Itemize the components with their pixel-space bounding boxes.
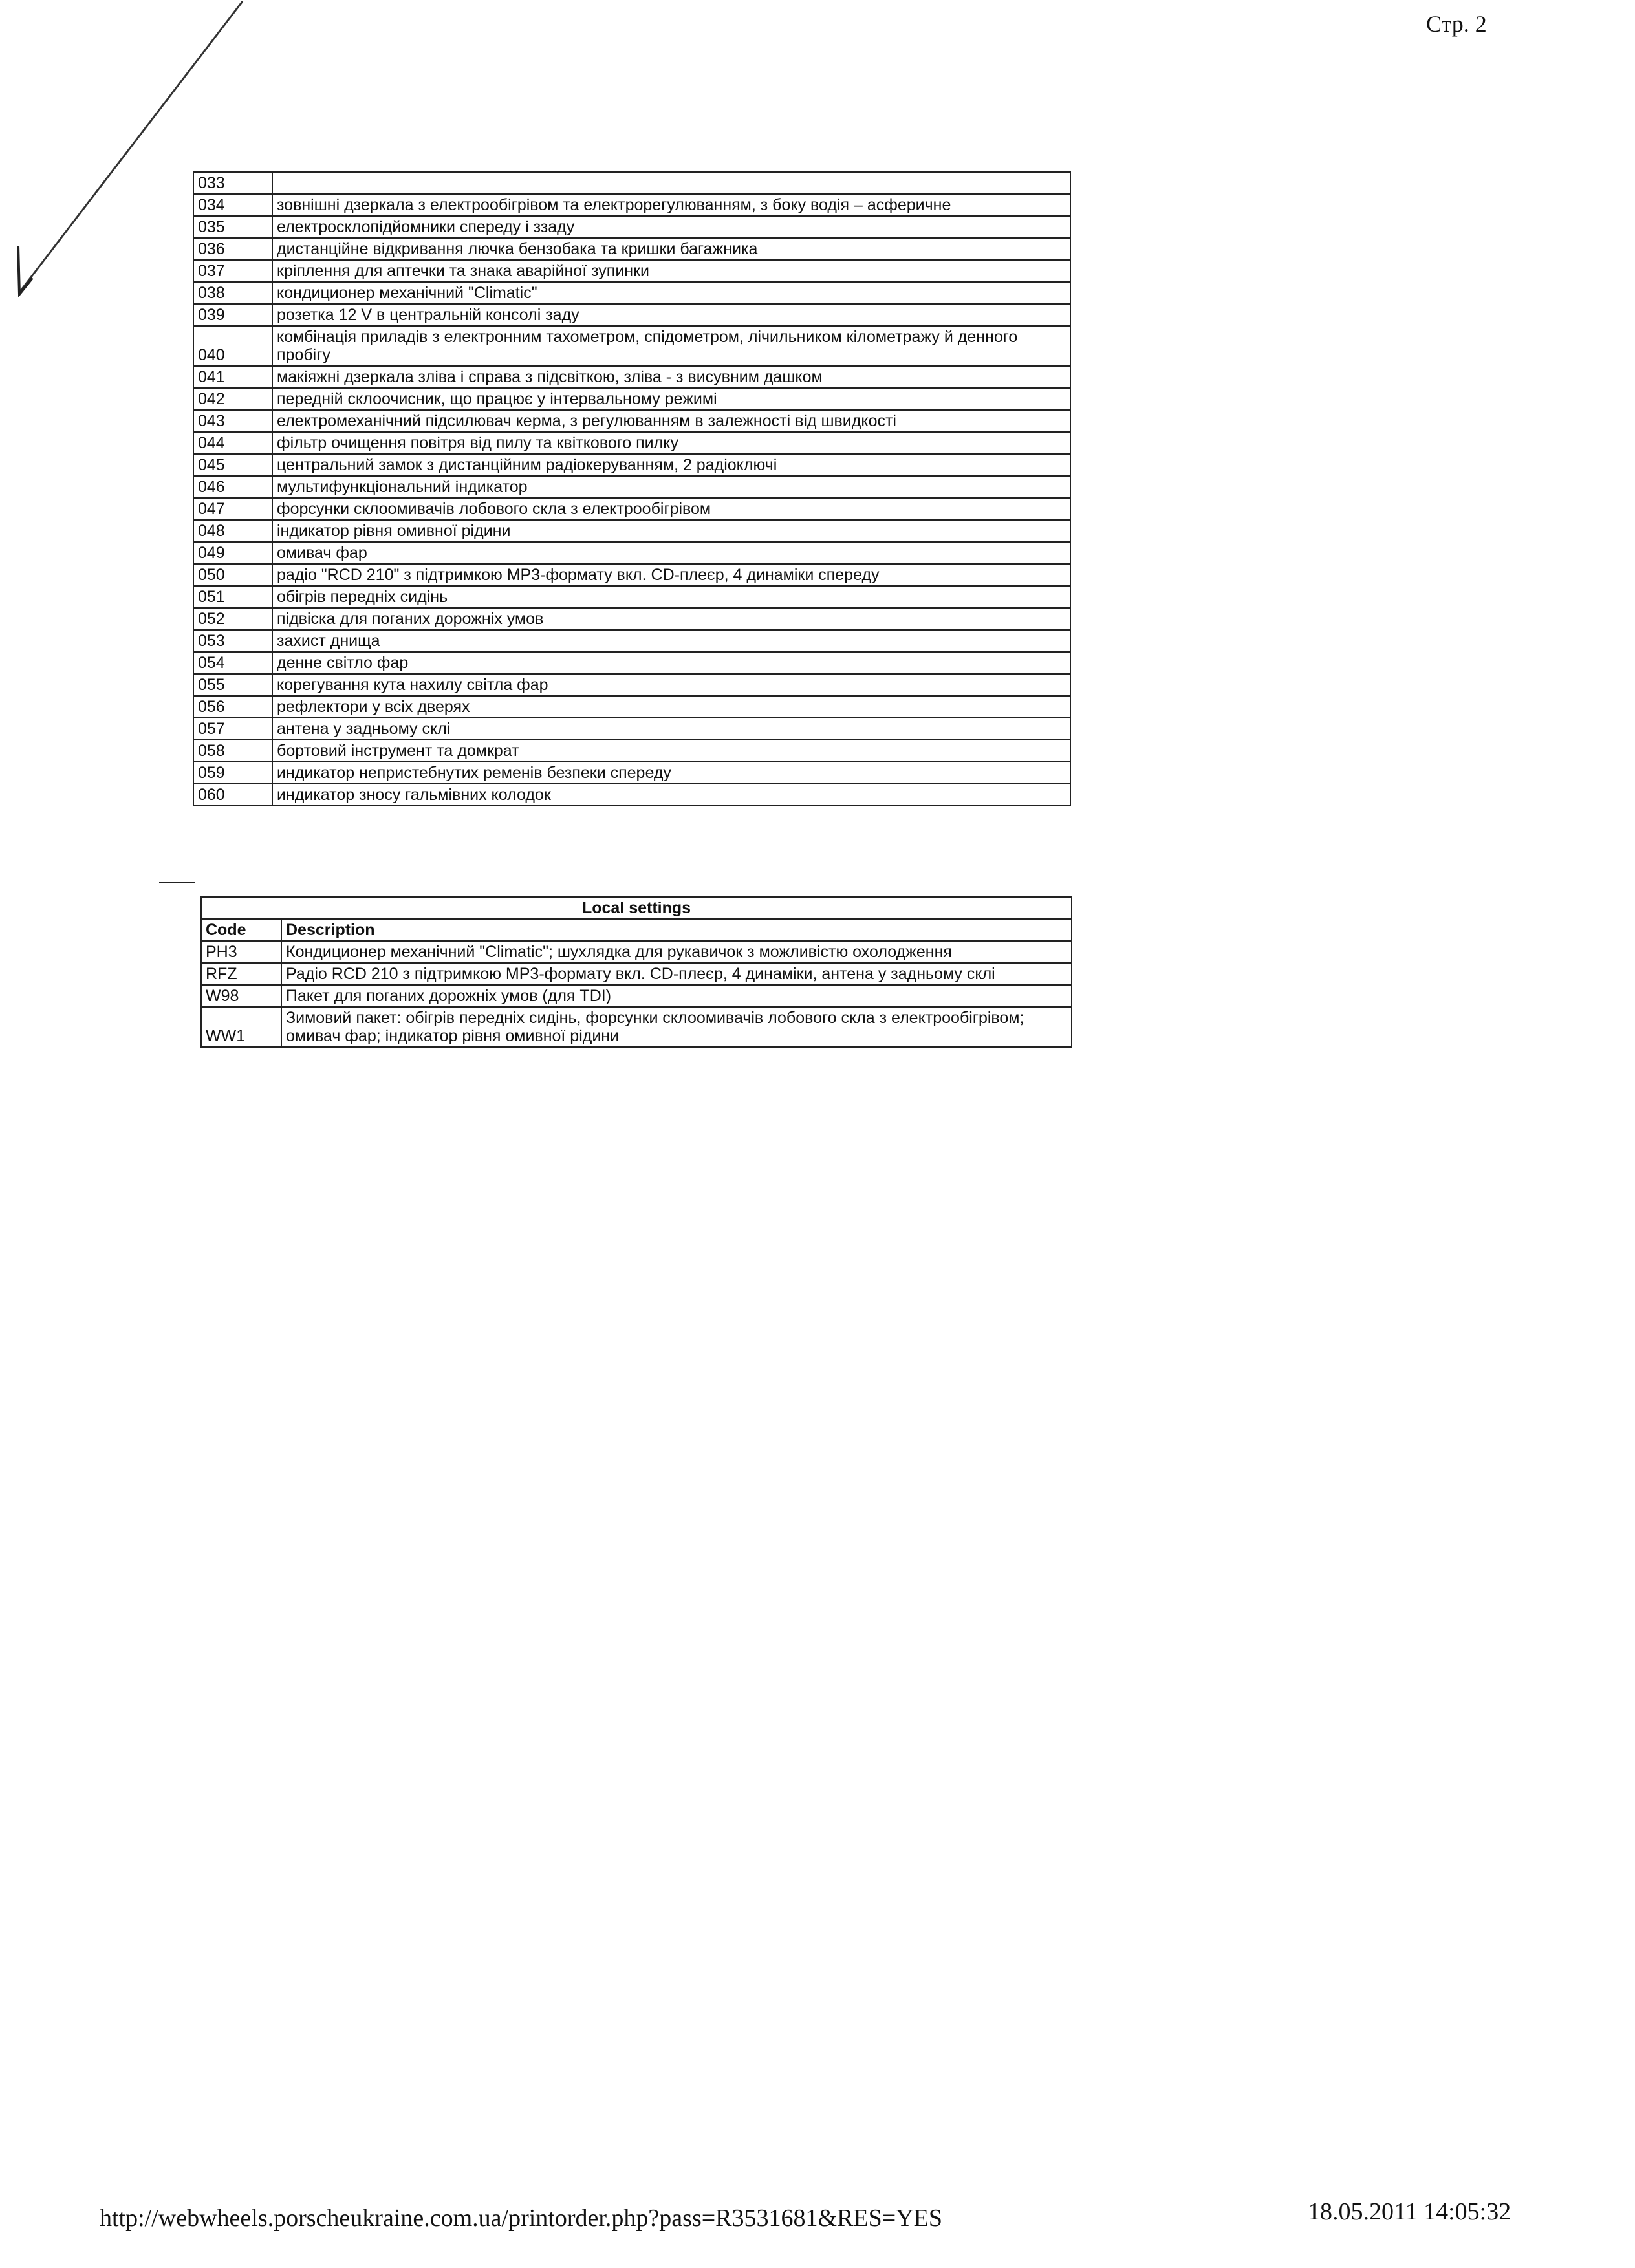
table-row bbox=[193, 388, 1070, 410]
row-description: кондиционер механічний "Climatic" bbox=[272, 282, 1070, 304]
row-code: 060 bbox=[193, 784, 272, 806]
table-row bbox=[193, 740, 1070, 762]
row-code: 039 bbox=[193, 304, 272, 326]
row-code: 050 bbox=[193, 564, 272, 586]
row-description: омивач фар bbox=[272, 542, 1070, 564]
table-row bbox=[193, 282, 1070, 304]
row-code: 053 bbox=[193, 630, 272, 652]
row-code: W98 bbox=[201, 985, 281, 1007]
row-code: 057 bbox=[193, 718, 272, 740]
table-row bbox=[193, 718, 1070, 740]
table-row bbox=[193, 652, 1070, 674]
table-row bbox=[193, 454, 1070, 476]
table-row bbox=[193, 674, 1070, 696]
table-row bbox=[193, 630, 1070, 652]
row-description: макіяжні дзеркала зліва і справа з підсвіткою, зліва - з висувним дашком bbox=[272, 366, 1070, 388]
table-row bbox=[193, 260, 1070, 282]
table-row bbox=[193, 194, 1070, 216]
row-description: захист днища bbox=[272, 630, 1070, 652]
row-code: 045 bbox=[193, 454, 272, 476]
row-code: 047 bbox=[193, 498, 272, 520]
page-number: Стр. 2 bbox=[1426, 11, 1487, 37]
row-code: 048 bbox=[193, 520, 272, 542]
row-description: передній склоочисник, що працює у інтервальному режимі bbox=[272, 388, 1070, 410]
row-description: Пакет для поганих дорожніх умов (для TDI) bbox=[281, 985, 1072, 1007]
table-row bbox=[193, 326, 1070, 366]
table-row bbox=[193, 586, 1070, 608]
table-row bbox=[193, 608, 1070, 630]
options-table bbox=[193, 171, 1071, 806]
row-description: фільтр очищення повітря від пилу та квіткового пилку bbox=[272, 432, 1070, 454]
table-row bbox=[193, 172, 1070, 194]
row-description: зовнішні дзеркала з електрообігрівом та електрорегулюванням, з боку водія – асферичне bbox=[272, 194, 1070, 216]
row-code: PH3 bbox=[201, 941, 281, 963]
local-settings-table bbox=[200, 896, 1072, 1048]
row-code: 049 bbox=[193, 542, 272, 564]
row-code: 033 bbox=[193, 172, 272, 194]
row-description: индикатор непристебнутих ременів безпеки спереду bbox=[272, 762, 1070, 784]
table-row bbox=[193, 498, 1070, 520]
row-code: 059 bbox=[193, 762, 272, 784]
row-code: RFZ bbox=[201, 963, 281, 985]
column-header-code: Code bbox=[201, 919, 281, 941]
row-description: електромеханічний підсилювач керма, з регулюванням в залежності від швидкості bbox=[272, 410, 1070, 432]
row-code: 037 bbox=[193, 260, 272, 282]
row-code: 058 bbox=[193, 740, 272, 762]
table-row bbox=[193, 696, 1070, 718]
table-row bbox=[193, 366, 1070, 388]
row-description: форсунки склоомивачів лобового скла з електрообігрівом bbox=[272, 498, 1070, 520]
row-code: 051 bbox=[193, 586, 272, 608]
row-description: Зимовий пакет: обігрів передніх сидінь, форсунки склоомивачів лобового скла з електрообігрівом; омивач фар; індикатор рівня омивної рідини bbox=[281, 1007, 1072, 1047]
row-code: 035 bbox=[193, 216, 272, 238]
row-description: радіо "RCD 210" з підтримкою MP3-формату вкл. CD-плеєр, 4 динаміки спереду bbox=[272, 564, 1070, 586]
row-description bbox=[272, 172, 1070, 194]
table-row bbox=[201, 941, 1072, 963]
table-row bbox=[193, 432, 1070, 454]
row-description: корегування кута нахилу світла фар bbox=[272, 674, 1070, 696]
table-row bbox=[193, 238, 1070, 260]
table-row bbox=[201, 985, 1072, 1007]
row-description: мультифункціональний індикатор bbox=[272, 476, 1070, 498]
row-description: рефлектори у всіх дверях bbox=[272, 696, 1070, 718]
row-code: 046 bbox=[193, 476, 272, 498]
row-description: Кондиционер механічний "Climatic"; шухлядка для рукавичок з можливістю охолодження bbox=[281, 941, 1072, 963]
row-description: Радіо RCD 210 з підтримкою MP3-формату вкл. CD-плеєр, 4 динаміки, антена у задньому склі bbox=[281, 963, 1072, 985]
table-row bbox=[201, 1007, 1072, 1047]
footer-url: http://webwheels.porscheukraine.com.ua/printorder.php?pass=R3531681&RES=YES bbox=[100, 2205, 942, 2232]
table-row bbox=[201, 963, 1072, 985]
row-code: 043 bbox=[193, 410, 272, 432]
row-description: обігрів передніх сидінь bbox=[272, 586, 1070, 608]
table-row bbox=[193, 542, 1070, 564]
row-code: 041 bbox=[193, 366, 272, 388]
table-row bbox=[193, 762, 1070, 784]
row-description: индикатор зносу гальмівних колодок bbox=[272, 784, 1070, 806]
row-code: 042 bbox=[193, 388, 272, 410]
row-description: комбінація приладів з електронним тахометром, спідометром, лічильником кілометражу й денного пробігу bbox=[272, 326, 1070, 366]
table-row bbox=[193, 216, 1070, 238]
table-row bbox=[193, 564, 1070, 586]
row-description: центральний замок з дистанційним радіокеруванням, 2 радіоключі bbox=[272, 454, 1070, 476]
table-row bbox=[193, 476, 1070, 498]
row-code: 040 bbox=[193, 326, 272, 366]
row-code: 044 bbox=[193, 432, 272, 454]
table-row bbox=[193, 410, 1070, 432]
row-code: 054 bbox=[193, 652, 272, 674]
table-row bbox=[193, 520, 1070, 542]
row-code: 038 bbox=[193, 282, 272, 304]
row-description: антена у задньому склі bbox=[272, 718, 1070, 740]
footer-datetime: 18.05.2011 14:05:32 bbox=[1308, 2198, 1511, 2225]
row-description: підвіска для поганих дорожніх умов bbox=[272, 608, 1070, 630]
table-row bbox=[193, 784, 1070, 806]
column-header-description: Description bbox=[281, 919, 1072, 941]
table-rule bbox=[159, 882, 195, 883]
table-row bbox=[193, 304, 1070, 326]
row-code: 055 bbox=[193, 674, 272, 696]
row-description: електросклопідйомники спереду і ззаду bbox=[272, 216, 1070, 238]
row-description: дистанційне відкривання лючка бензобака та кришки багажника bbox=[272, 238, 1070, 260]
row-code: 034 bbox=[193, 194, 272, 216]
row-description: денне світло фар bbox=[272, 652, 1070, 674]
row-code: 056 bbox=[193, 696, 272, 718]
row-description: розетка 12 V в центральній консолі заду bbox=[272, 304, 1070, 326]
row-code: WW1 bbox=[201, 1007, 281, 1047]
local-settings-title: Local settings bbox=[201, 897, 1072, 919]
row-code: 036 bbox=[193, 238, 272, 260]
row-code: 052 bbox=[193, 608, 272, 630]
row-description: індикатор рівня омивної рідини bbox=[272, 520, 1070, 542]
row-description: кріплення для аптечки та знака аварійної зупинки bbox=[272, 260, 1070, 282]
row-description: бортовий інструмент та домкрат bbox=[272, 740, 1070, 762]
